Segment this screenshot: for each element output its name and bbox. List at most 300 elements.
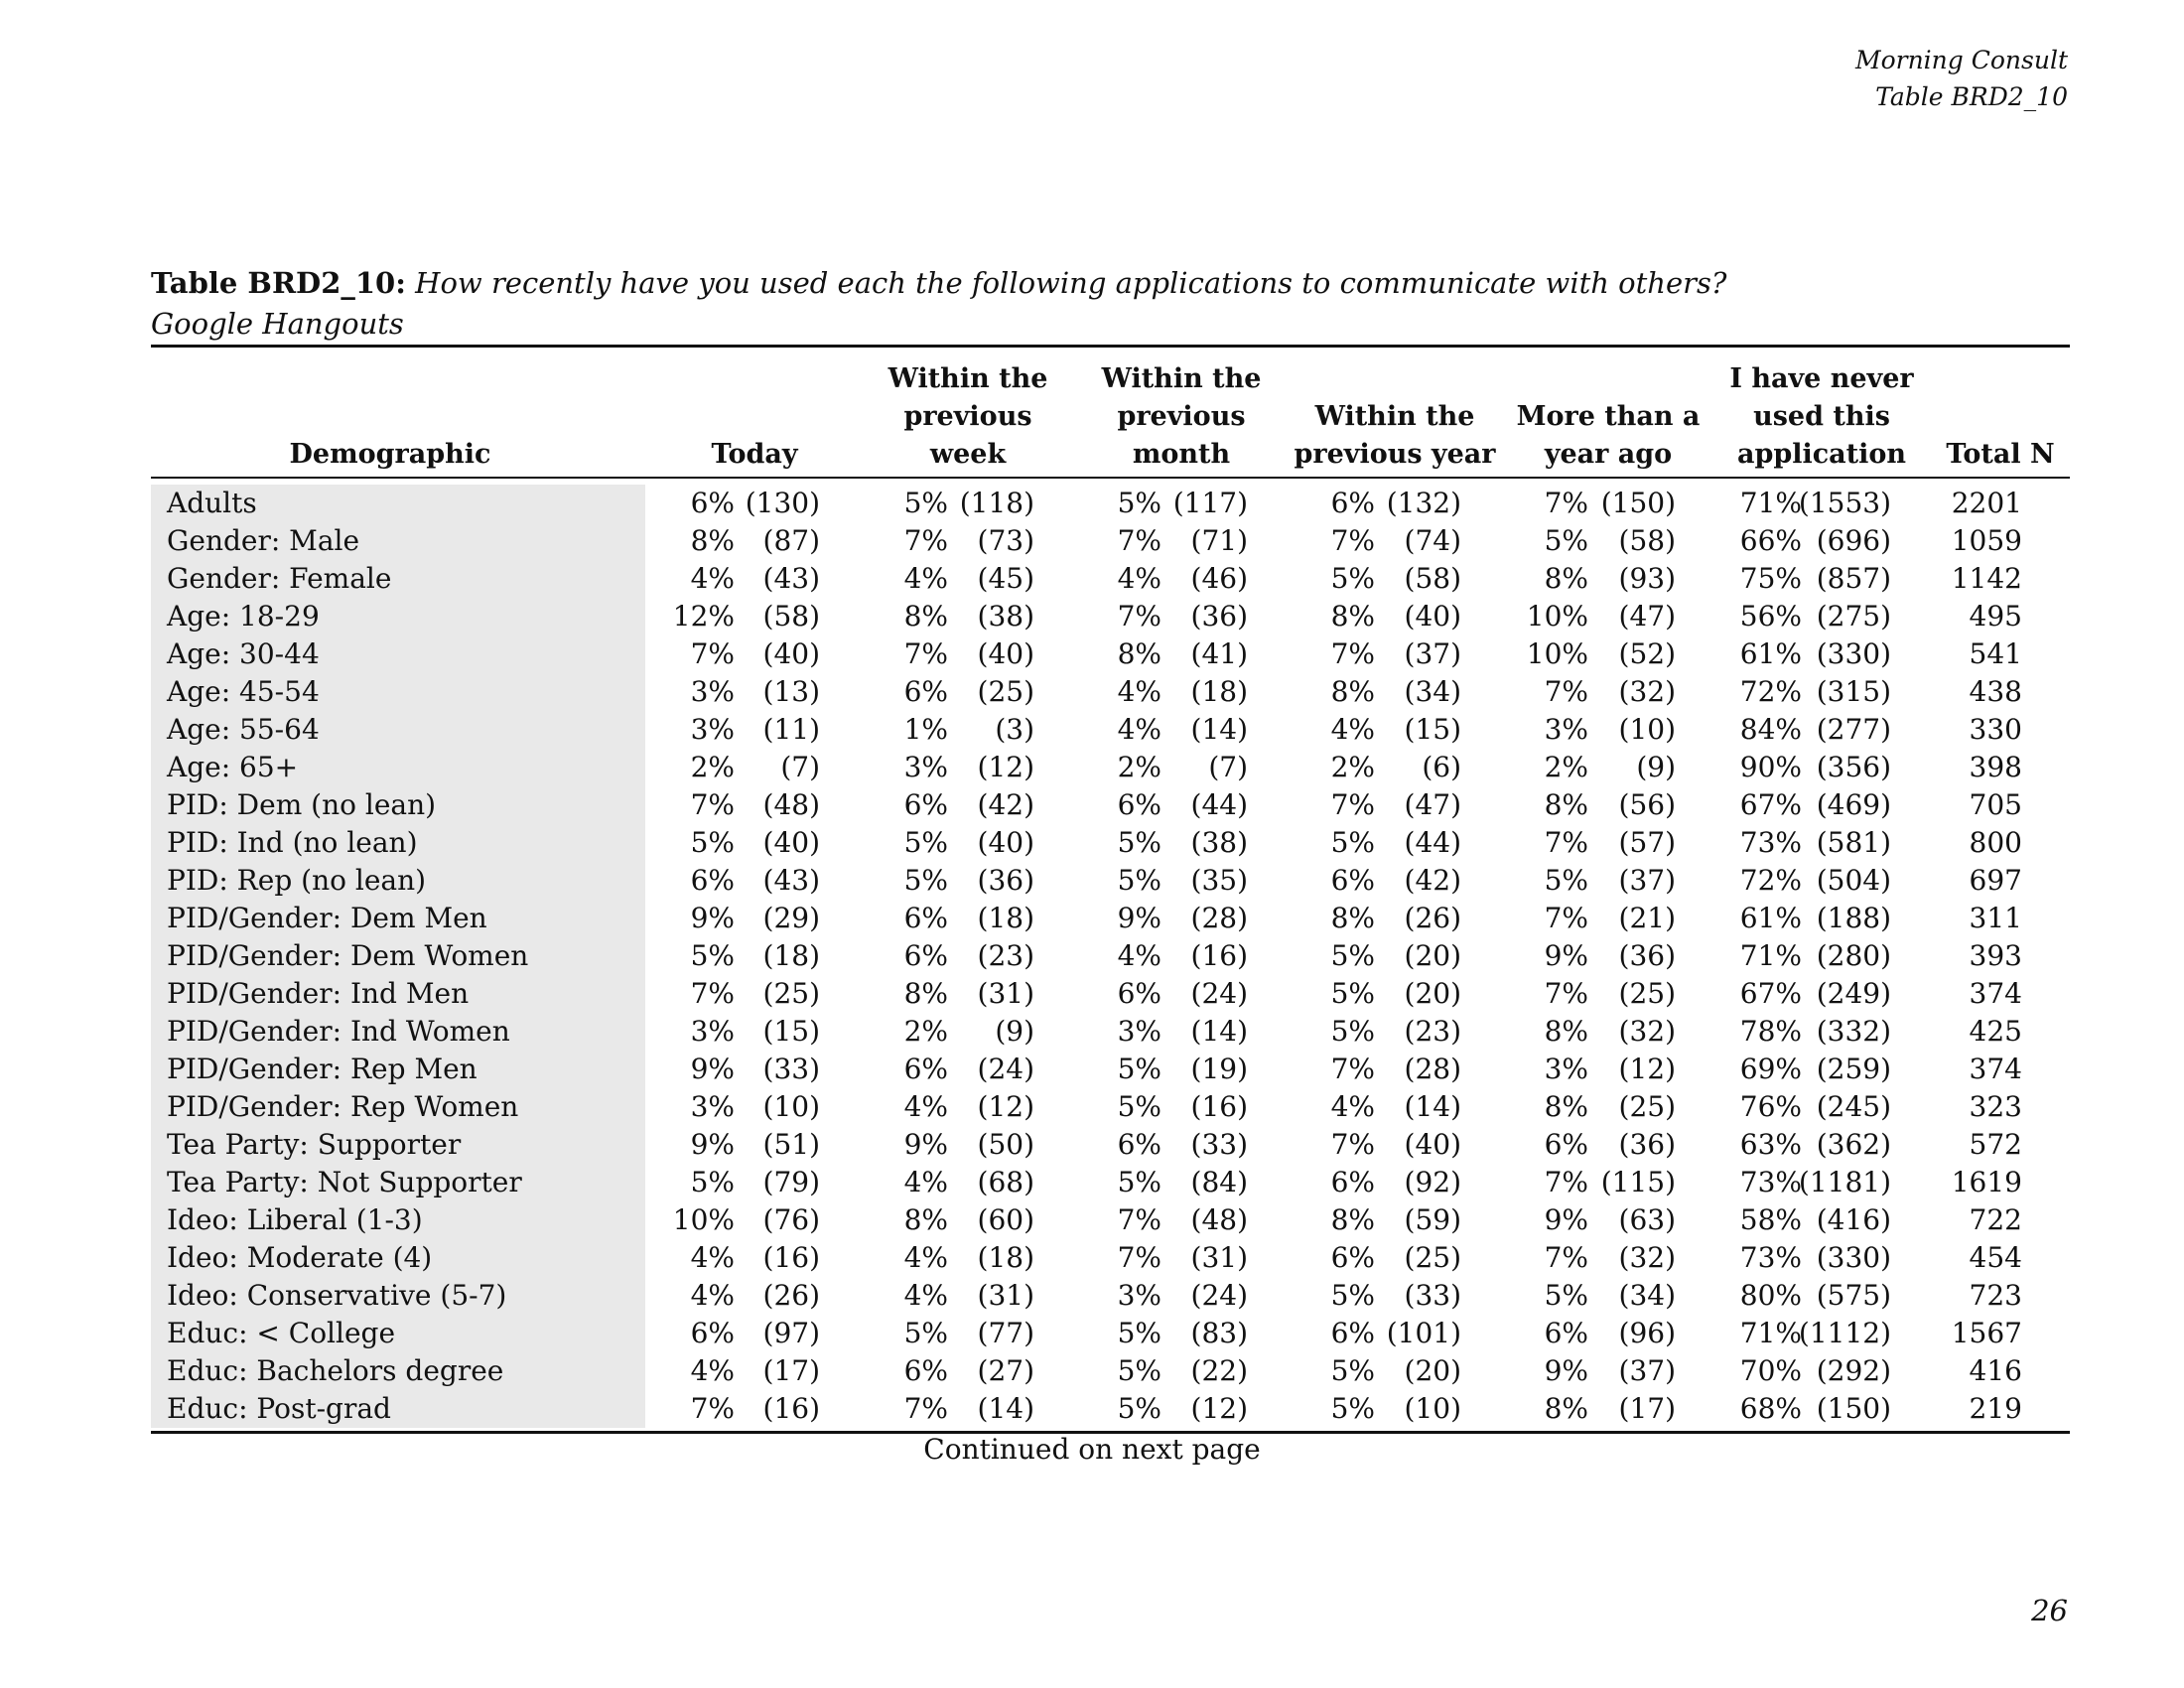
percent-cell: 7%	[1330, 788, 1375, 821]
count-cell: (58)	[1618, 524, 1676, 557]
total-n-cell: 323	[1969, 1090, 2022, 1123]
count-cell: (469)	[1816, 788, 1891, 821]
header-rule	[151, 477, 2070, 479]
table-row	[0, 1051, 2184, 1088]
percent-cell: 8%	[903, 1203, 948, 1236]
percent-cell: 5%	[1330, 562, 1375, 595]
count-cell: (37)	[1618, 1354, 1676, 1387]
table-body	[0, 485, 2184, 1428]
percent-cell: 3%	[1544, 1053, 1588, 1085]
row-label: PID: Dem (no lean)	[167, 788, 437, 821]
percent-cell: 4%	[903, 562, 948, 595]
count-cell: (58)	[762, 600, 820, 633]
percent-cell: 8%	[1544, 788, 1588, 821]
row-label: PID/Gender: Ind Men	[167, 977, 470, 1010]
percent-cell: 6%	[903, 939, 948, 972]
percent-cell: 7%	[1117, 600, 1161, 633]
count-cell: (33)	[1404, 1279, 1461, 1312]
count-cell: (10)	[1404, 1392, 1461, 1425]
percent-cell: 72%	[1739, 864, 1802, 897]
percent-cell: 3%	[903, 751, 948, 783]
table-row	[0, 1239, 2184, 1277]
percent-cell: 4%	[903, 1166, 948, 1198]
count-cell: (40)	[977, 826, 1034, 859]
count-cell: (19)	[1190, 1053, 1248, 1085]
percent-cell: 6%	[903, 788, 948, 821]
percent-cell: 2%	[1117, 751, 1161, 783]
count-cell: (12)	[977, 1090, 1034, 1123]
count-cell: (15)	[762, 1015, 820, 1048]
count-cell: (26)	[762, 1279, 820, 1312]
count-cell: (31)	[977, 1279, 1034, 1312]
total-n-cell: 705	[1969, 788, 2022, 821]
percent-cell: 73%	[1739, 1166, 1802, 1198]
caption-label: Table BRD2_10:	[151, 266, 406, 300]
percent-cell: 12%	[672, 600, 735, 633]
count-cell: (42)	[977, 788, 1034, 821]
percent-cell: 10%	[1526, 637, 1588, 670]
percent-cell: 5%	[1544, 524, 1588, 557]
count-cell: (23)	[977, 939, 1034, 972]
percent-cell: 5%	[1117, 1166, 1161, 1198]
percent-cell: 7%	[690, 977, 735, 1010]
count-cell: (21)	[1618, 902, 1676, 934]
percent-cell: 7%	[1544, 826, 1588, 859]
count-cell: (20)	[1404, 1354, 1461, 1387]
count-cell: (24)	[1190, 1279, 1248, 1312]
percent-cell: 7%	[903, 524, 948, 557]
count-cell: (28)	[1404, 1053, 1461, 1085]
count-cell: (41)	[1190, 637, 1248, 670]
count-cell: (9)	[1636, 751, 1676, 783]
count-cell: (27)	[977, 1354, 1034, 1387]
count-cell: (48)	[762, 788, 820, 821]
count-cell: (38)	[1190, 826, 1248, 859]
percent-cell: 7%	[1544, 1166, 1588, 1198]
percent-cell: 4%	[1117, 675, 1161, 708]
percent-cell: 3%	[690, 675, 735, 708]
total-n-cell: 330	[1969, 713, 2022, 746]
table-row	[0, 1126, 2184, 1164]
percent-cell: 5%	[1117, 826, 1161, 859]
percent-cell: 5%	[1117, 1392, 1161, 1425]
percent-cell: 7%	[1330, 637, 1375, 670]
count-cell: (150)	[1816, 1392, 1891, 1425]
percent-cell: 68%	[1739, 1392, 1802, 1425]
count-cell: (31)	[1190, 1241, 1248, 1274]
percent-cell: 5%	[1330, 1354, 1375, 1387]
table-row	[0, 485, 2184, 522]
count-cell: (52)	[1618, 637, 1676, 670]
percent-cell: 73%	[1739, 1241, 1802, 1274]
percent-cell: 10%	[1526, 600, 1588, 633]
count-cell: (857)	[1816, 562, 1891, 595]
count-cell: (10)	[762, 1090, 820, 1123]
percent-cell: 8%	[1330, 675, 1375, 708]
percent-cell: 80%	[1739, 1279, 1802, 1312]
table-row	[0, 1315, 2184, 1352]
count-cell: (575)	[1816, 1279, 1891, 1312]
table-row	[0, 1088, 2184, 1126]
percent-cell: 6%	[690, 1317, 735, 1349]
percent-cell: 5%	[1117, 1354, 1161, 1387]
percent-cell: 63%	[1739, 1128, 1802, 1161]
percent-cell: 6%	[1330, 1166, 1375, 1198]
count-cell: (259)	[1816, 1053, 1891, 1085]
percent-cell: 7%	[1330, 1128, 1375, 1161]
table-row	[0, 1277, 2184, 1315]
count-cell: (16)	[1190, 939, 1248, 972]
total-n-cell: 416	[1969, 1354, 2022, 1387]
row-label: Educ: Post-grad	[167, 1392, 391, 1425]
count-cell: (40)	[762, 637, 820, 670]
count-cell: (28)	[1190, 902, 1248, 934]
count-cell: (330)	[1816, 637, 1891, 670]
row-label: Age: 45-54	[167, 675, 320, 708]
percent-cell: 6%	[1544, 1317, 1588, 1349]
count-cell: (73)	[977, 524, 1034, 557]
count-cell: (356)	[1816, 751, 1891, 783]
percent-cell: 8%	[1544, 1015, 1588, 1048]
total-n-cell: 374	[1969, 1053, 2022, 1085]
count-cell: (93)	[1618, 562, 1676, 595]
percent-cell: 73%	[1739, 826, 1802, 859]
percent-cell: 5%	[690, 939, 735, 972]
percent-cell: 9%	[903, 1128, 948, 1161]
percent-cell: 7%	[1544, 977, 1588, 1010]
percent-cell: 71%	[1739, 1317, 1802, 1349]
percent-cell: 6%	[690, 864, 735, 897]
count-cell: (696)	[1816, 524, 1891, 557]
percent-cell: 3%	[690, 1015, 735, 1048]
count-cell: (59)	[1404, 1203, 1461, 1236]
percent-cell: 8%	[903, 600, 948, 633]
count-cell: (37)	[1618, 864, 1676, 897]
count-cell: (17)	[762, 1354, 820, 1387]
percent-cell: 9%	[690, 1128, 735, 1161]
count-cell: (12)	[1618, 1053, 1676, 1085]
percent-cell: 7%	[1544, 902, 1588, 934]
continued-note: Continued on next page	[923, 1433, 1261, 1466]
total-n-cell: 495	[1969, 600, 2022, 633]
count-cell: (23)	[1404, 1015, 1461, 1048]
percent-cell: 10%	[672, 1203, 735, 1236]
table-row	[0, 673, 2184, 711]
table-row	[0, 900, 2184, 937]
col-header-previous-week: Within the previous week	[887, 363, 1048, 470]
count-cell: (40)	[977, 637, 1034, 670]
percent-cell: 70%	[1739, 1354, 1802, 1387]
row-label: PID: Rep (no lean)	[167, 864, 427, 897]
table-header	[0, 350, 2184, 474]
count-cell: (9)	[995, 1015, 1034, 1048]
count-cell: (47)	[1618, 600, 1676, 633]
row-label: PID/Gender: Rep Women	[167, 1090, 519, 1123]
count-cell: (43)	[762, 864, 820, 897]
percent-cell: 6%	[1117, 788, 1161, 821]
col-header-previous-month: Within the previous month	[1101, 363, 1262, 470]
count-cell: (84)	[1190, 1166, 1248, 1198]
percent-cell: 2%	[1544, 751, 1588, 783]
percent-cell: 8%	[1544, 1090, 1588, 1123]
percent-cell: 5%	[1330, 1279, 1375, 1312]
percent-cell: 5%	[903, 826, 948, 859]
count-cell: (35)	[1190, 864, 1248, 897]
total-n-cell: 572	[1969, 1128, 2022, 1161]
count-cell: (362)	[1816, 1128, 1891, 1161]
table-row	[0, 598, 2184, 635]
row-label: PID/Gender: Rep Men	[167, 1053, 478, 1085]
count-cell: (44)	[1190, 788, 1248, 821]
total-n-cell: 1619	[1951, 1166, 2022, 1198]
percent-cell: 8%	[1544, 1392, 1588, 1425]
total-n-cell: 1142	[1951, 562, 2022, 595]
col-header-today: Today	[711, 439, 798, 470]
percent-cell: 5%	[1330, 977, 1375, 1010]
percent-cell: 7%	[1330, 1053, 1375, 1085]
col-header-previous-year: Within the previous year	[1294, 401, 1496, 470]
count-cell: (132)	[1386, 487, 1461, 519]
total-n-cell: 1059	[1951, 524, 2022, 557]
percent-cell: 7%	[1544, 487, 1588, 519]
count-cell: (11)	[762, 713, 820, 746]
percent-cell: 6%	[1544, 1128, 1588, 1161]
percent-cell: 4%	[903, 1241, 948, 1274]
count-cell: (32)	[1618, 1015, 1676, 1048]
percent-cell: 9%	[1544, 1354, 1588, 1387]
table-row	[0, 1201, 2184, 1239]
count-cell: (292)	[1816, 1354, 1891, 1387]
table-row	[0, 862, 2184, 900]
count-cell: (20)	[1404, 977, 1461, 1010]
row-label: Age: 65+	[167, 751, 299, 783]
count-cell: (118)	[959, 487, 1034, 519]
percent-cell: 56%	[1739, 600, 1802, 633]
count-cell: (31)	[977, 977, 1034, 1010]
count-cell: (25)	[1618, 977, 1676, 1010]
count-cell: (36)	[1618, 1128, 1676, 1161]
count-cell: (33)	[1190, 1128, 1248, 1161]
count-cell: (45)	[977, 562, 1034, 595]
percent-cell: 5%	[1330, 1015, 1375, 1048]
percent-cell: 4%	[690, 562, 735, 595]
count-cell: (1553)	[1798, 487, 1891, 519]
percent-cell: 5%	[1330, 826, 1375, 859]
percent-cell: 9%	[690, 1053, 735, 1085]
count-cell: (115)	[1600, 1166, 1676, 1198]
count-cell: (18)	[762, 939, 820, 972]
count-cell: (24)	[1190, 977, 1248, 1010]
table-row	[0, 786, 2184, 824]
percent-cell: 7%	[903, 1392, 948, 1425]
percent-cell: 2%	[903, 1015, 948, 1048]
row-label: Ideo: Conservative (5-7)	[167, 1279, 507, 1312]
count-cell: (34)	[1404, 675, 1461, 708]
percent-cell: 9%	[1117, 902, 1161, 934]
caption-subtitle: Google Hangouts	[151, 307, 404, 341]
page-number: 26	[2031, 1594, 2068, 1627]
count-cell: (36)	[1190, 600, 1248, 633]
table-row	[0, 975, 2184, 1013]
row-label: Age: 18-29	[167, 600, 320, 633]
count-cell: (315)	[1816, 675, 1891, 708]
row-label: Gender: Male	[167, 524, 360, 557]
count-cell: (16)	[762, 1241, 820, 1274]
percent-cell: 6%	[1330, 1241, 1375, 1274]
percent-cell: 5%	[903, 864, 948, 897]
percent-cell: 4%	[1330, 1090, 1375, 1123]
percent-cell: 3%	[1117, 1279, 1161, 1312]
percent-cell: 7%	[1117, 524, 1161, 557]
percent-cell: 6%	[1330, 1317, 1375, 1349]
table-row	[0, 522, 2184, 560]
percent-cell: 7%	[1117, 1241, 1161, 1274]
count-cell: (74)	[1404, 524, 1461, 557]
row-label: Ideo: Liberal (1-3)	[167, 1203, 423, 1236]
count-cell: (277)	[1816, 713, 1891, 746]
count-cell: (1112)	[1798, 1317, 1891, 1349]
percent-cell: 69%	[1739, 1053, 1802, 1085]
percent-cell: 6%	[1117, 1128, 1161, 1161]
percent-cell: 7%	[1544, 675, 1588, 708]
percent-cell: 4%	[903, 1279, 948, 1312]
count-cell: (36)	[977, 864, 1034, 897]
count-cell: (32)	[1618, 675, 1676, 708]
row-label: Ideo: Moderate (4)	[167, 1241, 433, 1274]
percent-cell: 5%	[1544, 864, 1588, 897]
count-cell: (58)	[1404, 562, 1461, 595]
count-cell: (130)	[745, 487, 820, 519]
count-cell: (25)	[1404, 1241, 1461, 1274]
count-cell: (13)	[762, 675, 820, 708]
percent-cell: 75%	[1739, 562, 1802, 595]
percent-cell: 4%	[690, 1354, 735, 1387]
total-n-cell: 219	[1969, 1392, 2022, 1425]
count-cell: (96)	[1618, 1317, 1676, 1349]
count-cell: (188)	[1816, 902, 1891, 934]
percent-cell: 61%	[1739, 637, 1802, 670]
count-cell: (330)	[1816, 1241, 1891, 1274]
percent-cell: 4%	[690, 1279, 735, 1312]
count-cell: (29)	[762, 902, 820, 934]
col-header-more-than-year: More than a year ago	[1516, 401, 1701, 470]
row-label: Adults	[167, 487, 257, 519]
total-n-cell: 398	[1969, 751, 2022, 783]
total-n-cell: 374	[1969, 977, 2022, 1010]
percent-cell: 4%	[690, 1241, 735, 1274]
percent-cell: 5%	[1117, 1317, 1161, 1349]
percent-cell: 58%	[1739, 1203, 1802, 1236]
count-cell: (12)	[977, 751, 1034, 783]
count-cell: (7)	[1208, 751, 1248, 783]
count-cell: (581)	[1816, 826, 1891, 859]
percent-cell: 3%	[1544, 713, 1588, 746]
count-cell: (32)	[1618, 1241, 1676, 1274]
count-cell: (14)	[977, 1392, 1034, 1425]
percent-cell: 5%	[1330, 939, 1375, 972]
count-cell: (280)	[1816, 939, 1891, 972]
count-cell: (68)	[977, 1166, 1034, 1198]
percent-cell: 4%	[1117, 562, 1161, 595]
percent-cell: 67%	[1739, 977, 1802, 1010]
count-cell: (332)	[1816, 1015, 1891, 1048]
percent-cell: 90%	[1739, 751, 1802, 783]
row-label: Educ: Bachelors degree	[167, 1354, 504, 1387]
count-cell: (38)	[977, 600, 1034, 633]
percent-cell: 5%	[1117, 487, 1161, 519]
count-cell: (20)	[1404, 939, 1461, 972]
table-row	[0, 937, 2184, 975]
total-n-cell: 697	[1969, 864, 2022, 897]
percent-cell: 5%	[1117, 1090, 1161, 1123]
count-cell: (3)	[995, 713, 1034, 746]
percent-cell: 5%	[1330, 1392, 1375, 1425]
table-row	[0, 824, 2184, 862]
percent-cell: 9%	[1544, 1203, 1588, 1236]
count-cell: (48)	[1190, 1203, 1248, 1236]
table-row	[0, 1352, 2184, 1390]
total-n-cell: 1567	[1951, 1317, 2022, 1349]
row-label: PID: Ind (no lean)	[167, 826, 418, 859]
percent-cell: 71%	[1739, 939, 1802, 972]
count-cell: (92)	[1404, 1166, 1461, 1198]
table-caption	[151, 263, 1726, 345]
row-label: Age: 30-44	[167, 637, 320, 670]
count-cell: (40)	[762, 826, 820, 859]
percent-cell: 8%	[1117, 637, 1161, 670]
table-row	[0, 1013, 2184, 1051]
row-label: PID/Gender: Dem Men	[167, 902, 487, 934]
col-header-total-n: Total N	[1946, 439, 2055, 470]
percent-cell: 7%	[690, 1392, 735, 1425]
percent-cell: 7%	[1544, 1241, 1588, 1274]
top-rule	[151, 345, 2070, 348]
count-cell: (150)	[1600, 487, 1676, 519]
percent-cell: 9%	[690, 902, 735, 934]
count-cell: (25)	[762, 977, 820, 1010]
percent-cell: 76%	[1739, 1090, 1802, 1123]
count-cell: (12)	[1190, 1392, 1248, 1425]
count-cell: (14)	[1404, 1090, 1461, 1123]
count-cell: (101)	[1386, 1317, 1461, 1349]
count-cell: (16)	[1190, 1090, 1248, 1123]
percent-cell: 8%	[1330, 902, 1375, 934]
percent-cell: 6%	[690, 487, 735, 519]
count-cell: (50)	[977, 1128, 1034, 1161]
count-cell: (18)	[977, 1241, 1034, 1274]
count-cell: (6)	[1422, 751, 1461, 783]
count-cell: (10)	[1618, 713, 1676, 746]
count-cell: (56)	[1618, 788, 1676, 821]
count-cell: (15)	[1404, 713, 1461, 746]
total-n-cell: 800	[1969, 826, 2022, 859]
percent-cell: 5%	[1117, 864, 1161, 897]
count-cell: (117)	[1172, 487, 1248, 519]
percent-cell: 6%	[903, 1354, 948, 1387]
percent-cell: 1%	[903, 713, 948, 746]
count-cell: (40)	[1404, 600, 1461, 633]
percent-cell: 8%	[690, 524, 735, 557]
percent-cell: 5%	[1117, 1053, 1161, 1085]
total-n-cell: 722	[1969, 1203, 2022, 1236]
total-n-cell: 311	[1969, 902, 2022, 934]
row-label: Age: 55-64	[167, 713, 320, 746]
count-cell: (1181)	[1798, 1166, 1891, 1198]
percent-cell: 5%	[690, 826, 735, 859]
count-cell: (7)	[780, 751, 820, 783]
percent-cell: 7%	[903, 637, 948, 670]
count-cell: (14)	[1190, 713, 1248, 746]
